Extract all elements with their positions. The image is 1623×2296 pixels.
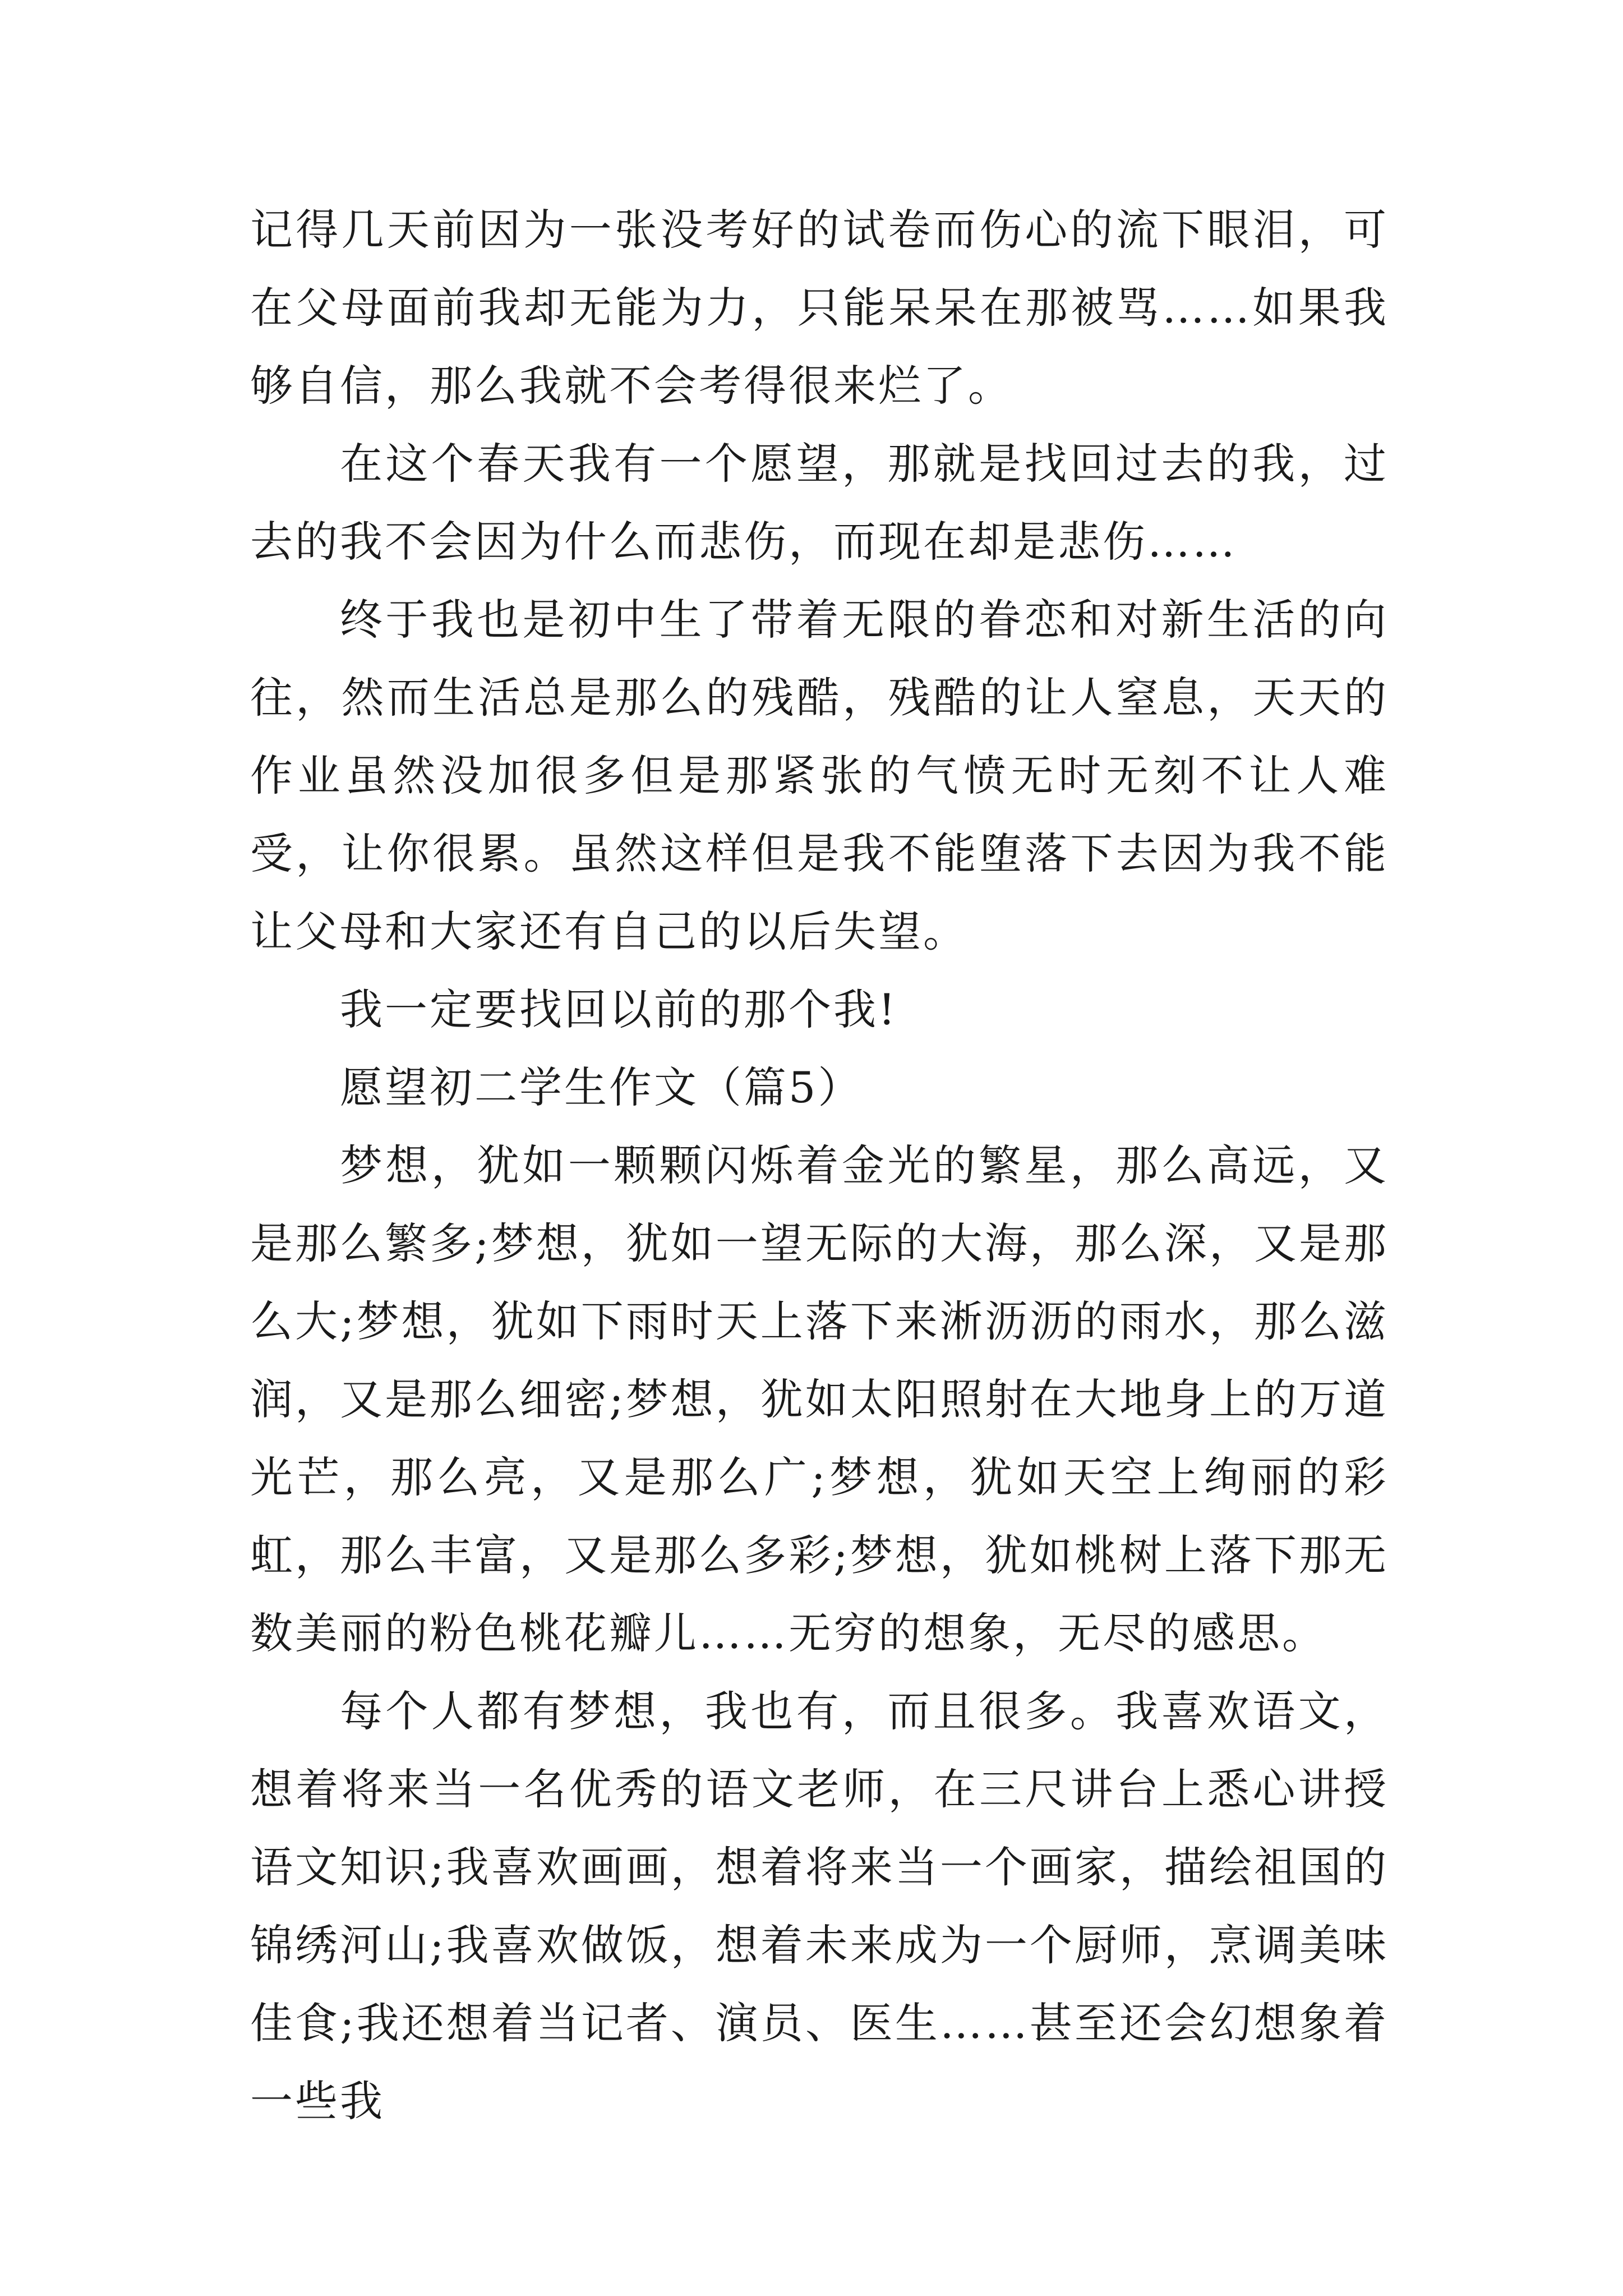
document-body xyxy=(250,191,1389,2140)
paragraph-2: 在这个春天我有一个愿望，那就是找回过去的我，过去的我不会因为什么而悲伤，而现在却是悲伤…… xyxy=(250,439,1389,567)
paragraph-3: 终于我也是初中生了带着无限的眷恋和对新生活的向往，然而生活总是那么的残酷，残酷的让人窒息，天天的作业虽然没加很多但是那紧张的气愤无时无刻不让人难受，让你很累。虽然这样但是我不能堕落下去因为我不能让父母和大家还有自己的以后失望。 xyxy=(250,595,1389,956)
section-heading: 愿望初二学生作文（篇5） xyxy=(340,1062,863,1112)
paragraph-1: 记得几天前因为一张没考好的试卷而伤心的流下眼泪，可在父母面前我却无能为力，只能呆呆在那被骂……如果我够自信，那么我就不会考得很来烂了。 xyxy=(250,205,1389,411)
paragraph-6: 每个人都有梦想，我也有，而且很多。我喜欢语文，想着将来当一名优秀的语文老师，在三尺讲台上悉心讲授语文知识;我喜欢画画，想着将来当一个画家，描绘祖国的锦绣河山;我喜欢做饭，想着未来成为一个厨师，烹调美味佳食;我还想着当记者、演员、医生……甚至还会幻想象着一些我 xyxy=(250,1686,1389,2126)
paragraph-5: 梦想，犹如一颗颗闪烁着金光的繁星，那么高远，又是那么繁多;梦想，犹如一望无际的大海，那么深，又是那么大;梦想，犹如下雨时天上落下来淅沥沥的雨水，那么滋润，又是那么细密;梦想，犹如太阳照射在大地身上的万道光芒，那么亮，又是那么广;梦想，犹如天空上绚丽的彩虹，那么丰富，又是那么多彩;梦想，犹如桃树上落下那无数美丽的粉色桃花瓣儿……无穷的想象，无尽的感思。 xyxy=(250,1140,1389,1658)
paragraph-4: 我一定要找回以前的那个我! xyxy=(340,984,898,1034)
